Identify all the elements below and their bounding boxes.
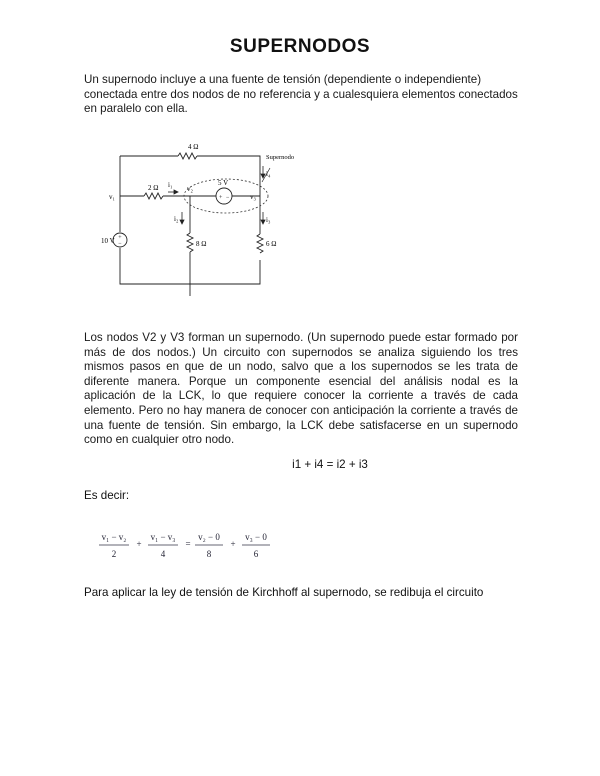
label-i1: i₁ — [168, 181, 173, 189]
term2-numerator: v₁ − v₃ — [150, 532, 176, 542]
label-supernodo: Supernodo — [266, 154, 295, 161]
svg-text:−: − — [118, 241, 122, 247]
term3-numerator: v₂ − 0 — [198, 532, 220, 542]
label-v3: v₃ — [250, 193, 256, 201]
plus-1: + — [136, 539, 142, 549]
label-6-ohm: 6 Ω — [266, 240, 277, 248]
term2-denominator: 4 — [160, 549, 166, 559]
svg-text:+: + — [118, 235, 122, 241]
kcl-equation: i1 + i4 = i2 + i3 — [292, 458, 368, 471]
supernode-circuit-diagram — [100, 136, 320, 306]
final-sentence: Para aplicar la ley de tensión de Kirchhoff al supernodo, se redibuja el circuito — [84, 586, 484, 599]
term4-numerator: v₃ − 0 — [245, 532, 267, 542]
intro-paragraph: Un supernodo incluye a una fuente de tensión (dependiente o independiente) conectada entre dos nodos de no referencia y a cualesquiera elementos conectados en paralelo con ella. — [84, 73, 518, 116]
label-v2: v₂ — [187, 185, 193, 193]
term4-denominator: 6 — [253, 549, 259, 559]
label-i3: i₃ — [266, 216, 271, 224]
term1-numerator: v₁ − v₂ — [101, 532, 127, 542]
es-decir-label: Es decir: — [84, 489, 130, 502]
node-equation-formula — [92, 528, 292, 564]
label-5v: 5 V — [218, 179, 229, 187]
plus-2: + — [230, 539, 236, 549]
term1-denominator: 2 — [111, 549, 117, 559]
svg-text:+: + — [219, 195, 223, 201]
label-i4: i₄ — [266, 170, 271, 178]
body-paragraph: Los nodos V2 y V3 forman un supernodo. (Un supernodo puede estar formado por más de dos nodos.) Un circuito con supernodos se analiza siguiendo los tres mismos pasos en que de un nodo, salvo que a los supernodos se les trata de diferente manera. Porque un componente esencial del análisis nodal es la aplicación de la LCK, lo que requiere conocer la corriente a través de cada elemento. Pero no hay manera de conocer con anticipación la corriente a través de una fuente de tensión. Sin embargo, la LCK debe satisfacerse en un supernodo como en cualquier otro nodo. — [84, 331, 518, 447]
label-2-ohm: 2 Ω — [148, 184, 159, 192]
label-v1: v₁ — [109, 193, 115, 201]
label-8-ohm: 8 Ω — [196, 240, 207, 248]
label-i2: i₂ — [174, 215, 179, 223]
svg-text:−: − — [226, 195, 230, 201]
page-title: SUPERNODOS — [229, 36, 371, 57]
label-4-ohm: 4 Ω — [188, 143, 199, 151]
equals-sign: = — [185, 539, 191, 549]
label-10v: 10 V — [101, 237, 115, 245]
term3-denominator: 8 — [206, 549, 212, 559]
